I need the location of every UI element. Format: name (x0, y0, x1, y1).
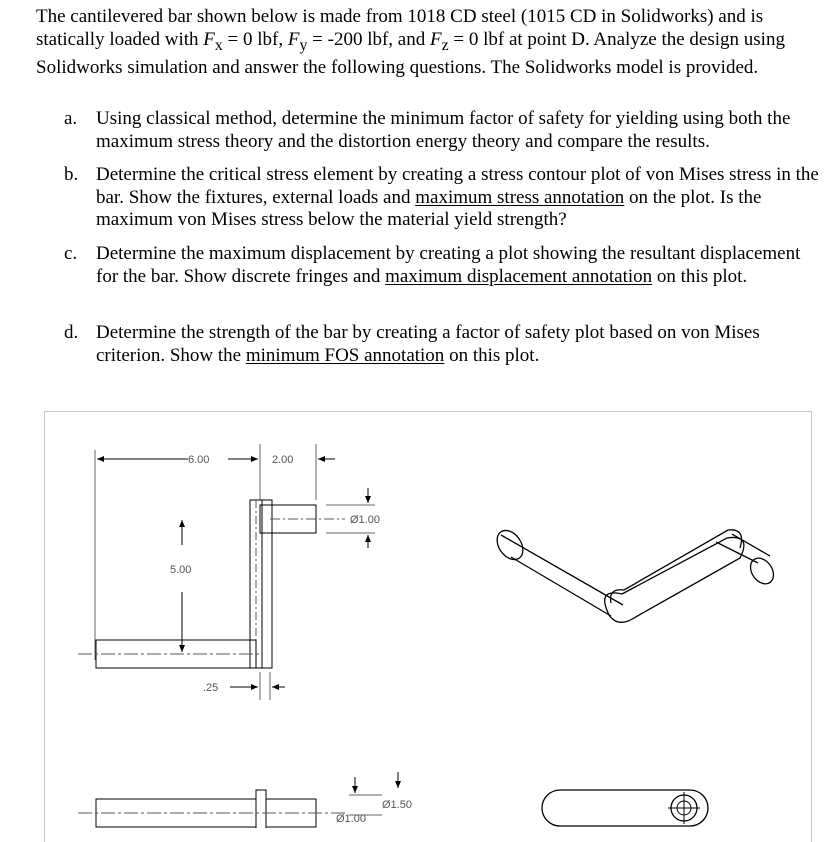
fy-symbol: F (287, 28, 300, 50)
dim-6-00: 6.00 (188, 454, 210, 466)
question-c-label: c. (64, 243, 78, 264)
question-c-text-2: on this plot. (652, 265, 748, 287)
fy-value: = -200 lbf, and (307, 28, 430, 50)
question-a-label: a. (64, 108, 78, 129)
fz-value: = 0 lbf at point D. Analyze the design using Solidworks simulation and answer the following questions. The Solidworks model is provided. (36, 28, 785, 78)
fx-symbol: F (203, 28, 215, 50)
fy-subscript: y (299, 36, 308, 54)
question-d-text-1: Determine the strength of the bar by creating a factor of safety plot based on von Mises criterion. Show the (96, 322, 760, 366)
dim-0-25: .25 (203, 682, 219, 694)
dim-5-00: 5.00 (170, 564, 192, 576)
question-d-underlined: minimum FOS annotation (245, 344, 445, 366)
dim-dia-1-50: Ø1.50 (382, 799, 412, 811)
isometric-view (492, 526, 778, 623)
front-view (78, 444, 380, 700)
question-b-text-1: Determine the critical stress element by creating a stress contour plot of von Mises stress in the bar. Show the fixtures, external loads and (96, 164, 819, 208)
fz-symbol: F (430, 28, 442, 50)
bottom-view (78, 772, 708, 828)
fx-subscript: x (214, 36, 223, 54)
question-a-text: Using classical method, determine the minimum factor of safety for yielding using both the maximum stress theory and the distortion energy theory and compare the results. (96, 108, 791, 152)
fz-subscript: z (441, 36, 449, 54)
dim-dia-1-00-a: Ø1.00 (350, 514, 380, 526)
question-c-text-1: Determine the maximum displacement by creating a plot showing the resultant displacement for the bar. Show discrete fringes and (96, 243, 801, 287)
question-b-label: b. (64, 164, 79, 185)
fx-value: = 0 lbf, (222, 28, 288, 50)
question-b-underlined: maximum stress annotation (415, 186, 625, 208)
question-d-text-2: on this plot. (444, 344, 540, 366)
question-b-text-2: on the plot. Is the maximum von Mises stress below the material yield strength? (96, 186, 762, 231)
dim-2-00: 2.00 (272, 454, 294, 466)
intro-text-1: The cantilevered bar shown below is made from 1018 CD steel (1015 CD in Solidworks) and is statically loaded with (36, 6, 764, 50)
question-c-underlined: maximum displacement annotation (385, 265, 653, 287)
question-d-label: d. (64, 322, 79, 343)
dim-dia-1-00-b: Ø1.00 (336, 813, 366, 825)
